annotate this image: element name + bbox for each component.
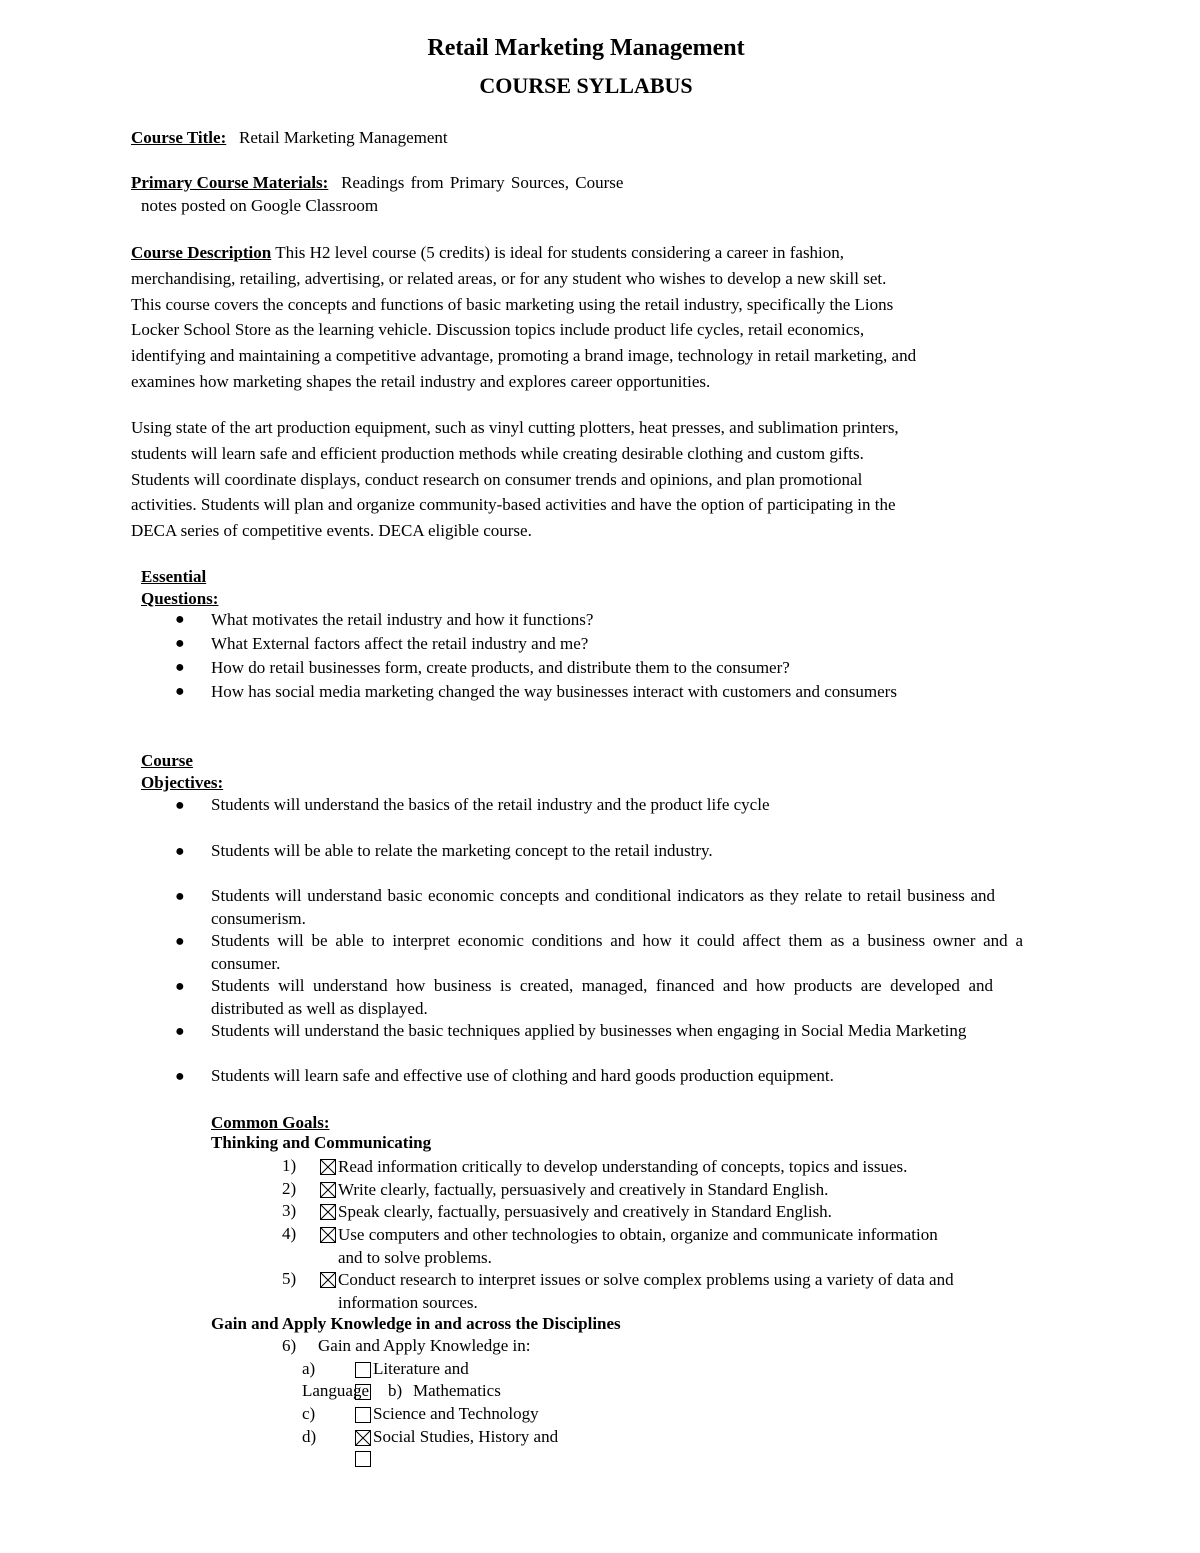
description-line: activities. Students will plan and organize community-based activities and have the option of participating in the [131,495,896,515]
essential-question-item: What External factors affect the retail industry and me? [211,634,589,653]
sub-letter: c) [302,1404,316,1423]
checkbox-checked[interactable] [320,1204,336,1220]
check-x-icon [321,1273,335,1287]
goal-number: 1) [282,1156,297,1175]
checkbox-checked[interactable] [320,1227,336,1243]
description-line: This course covers the concepts and functions of basic marketing using the retail industry, specifically the Lions [131,294,894,314]
checkbox-checked[interactable] [320,1182,336,1198]
objective-item: Students will be able to interpret economic conditions and how it could affect them as a business owner and a consumer. [211,931,1023,973]
bullet-icon: ● [175,933,185,950]
page-title: Retail Marketing Management [427,35,745,61]
goal-item: Use computers and other technologies to obtain, organize and communicate information and to solve problems. [338,1225,938,1267]
goal-number: 2) [282,1179,297,1198]
sub-item-text: Social Studies, History and [373,1427,559,1446]
objective-item: Students will understand how business is created, managed, financed and how products are developed and distributed as well as displayed. [211,976,993,1018]
description-line: Locker School Store as the learning vehicle. Discussion topics include product life cycles, retail economics, [131,320,865,340]
description-paragraph-1 [131,240,1051,395]
bullet-icon: ● [175,635,185,652]
description-line: students will learn safe and efficient production methods while creating desirable clothing and custom gifts. [131,443,864,463]
description-line: merchandising, retailing, advertising, or related areas, or for any student who wishes to develop a new skill set. [131,268,887,288]
course-title-row [131,128,448,148]
description-line: Students will coordinate displays, conduct research on consumer trends and opinions, and plan promotional [131,469,863,489]
check-x-icon [356,1431,370,1445]
sub-letter: b) [388,1381,403,1400]
materials-value-line2: notes posted on Google Classroom [141,196,379,215]
course-title-value: Retail Marketing Management [238,128,448,147]
description-line: Using state of the art production equipment, such as vinyl cutting plotters, heat presses, and sublimation printers, [131,418,899,437]
checkbox-unchecked[interactable] [355,1407,371,1423]
bullet-icon: ● [175,1023,185,1040]
essential-question-item: What motivates the retail industry and how it functions? [211,610,594,629]
objective-item: Students will be able to relate the marketing concept to the retail industry. [211,841,713,860]
sub-letter: d) [302,1427,317,1446]
goal-number: 4) [282,1224,297,1243]
sub-letter: a) [302,1359,316,1378]
sub-item-text: Science and Technology [373,1404,539,1423]
description-line: identifying and maintaining a competitive advantage, promoting a brand image, technology in retail marketing, and [131,346,917,366]
check-x-icon [321,1183,335,1197]
objectives-heading [141,750,223,794]
bullet-icon: ● [175,611,185,628]
objective-item: Students will understand the basic techniques applied by businesses when engaging in Social Media Marketing [211,1021,967,1040]
sub-item-text: Literature and [373,1359,469,1378]
checkbox-unchecked[interactable] [355,1384,371,1400]
bullet-icon: ● [175,978,185,995]
thinking-heading: Thinking and Communicating [211,1133,432,1152]
check-x-icon [321,1205,335,1219]
bullet-icon: ● [175,843,185,860]
goal-number: 5) [282,1269,297,1288]
goal-item: Speak clearly, factually, persuasively and creatively in Standard English. [338,1202,832,1221]
common-goals-heading: Common Goals: [211,1113,330,1132]
goal-item: Read information critically to develop understanding of concepts, topics and issues. [338,1157,908,1176]
checkbox-checked[interactable] [320,1159,336,1175]
bullet-icon: ● [175,683,185,700]
goal-item: Gain and Apply Knowledge in: [318,1336,531,1355]
gain-heading: Gain and Apply Knowledge in and across the Disciplines [211,1314,621,1333]
objective-item: Students will understand basic economic concepts and conditional indicators as they relate to retail business and consumerism. [211,886,995,928]
essential-questions-heading-line1: Essential [141,567,207,586]
materials-row [131,173,623,193]
materials-value: Readings from Primary Sources, Course [341,173,624,192]
checkbox-checked[interactable] [320,1272,336,1288]
checkbox-checked[interactable] [355,1430,371,1446]
goal-number: 6) [282,1336,297,1355]
bullet-icon: ● [175,659,185,676]
description-line: This H2 level course (5 credits) is ideal for students considering a career in fashion, [275,243,845,262]
essential-questions-heading-line2: Questions: [141,589,219,608]
checkbox-unchecked[interactable] [355,1362,371,1378]
goal-number: 3) [282,1201,297,1220]
description-label: Course Description [131,243,272,262]
objective-item: Students will learn safe and effective use of clothing and hard goods production equipment. [211,1066,834,1085]
objective-item: Students will understand the basics of the retail industry and the product life cycle [211,795,770,814]
objectives-heading-line2: Objectives: [141,773,224,792]
sub-item-text: Mathematics [413,1381,501,1400]
goal-item: Conduct research to interpret issues or solve complex problems using a variety of data and information sources. [338,1270,954,1312]
bullet-icon: ● [175,888,185,905]
description-line: DECA series of competitive events. DECA eligible course. [131,521,532,541]
check-x-icon [321,1160,335,1174]
essential-questions-heading [141,566,218,610]
bullet-icon: ● [175,1068,185,1085]
sub-item-text: Language [302,1381,370,1400]
goal-item: Write clearly, factually, persuasively and creatively in Standard English. [338,1180,829,1199]
description-line: examines how marketing shapes the retail industry and explores career opportunities. [131,371,711,391]
materials-label: Primary Course Materials: [131,173,329,192]
checkbox-unchecked[interactable] [355,1451,371,1467]
essential-question-item: How do retail businesses form, create products, and distribute them to the consumer? [211,658,790,677]
page-subtitle: COURSE SYLLABUS [479,73,693,98]
objectives-heading-line1: Course [141,751,193,770]
description-paragraph-2 [131,415,1051,544]
check-x-icon [321,1228,335,1242]
essential-question-item: How has social media marketing changed the way businesses interact with customers and consumers [211,682,897,701]
bullet-icon: ● [175,797,185,814]
course-title-label: Course Title: [131,128,227,147]
